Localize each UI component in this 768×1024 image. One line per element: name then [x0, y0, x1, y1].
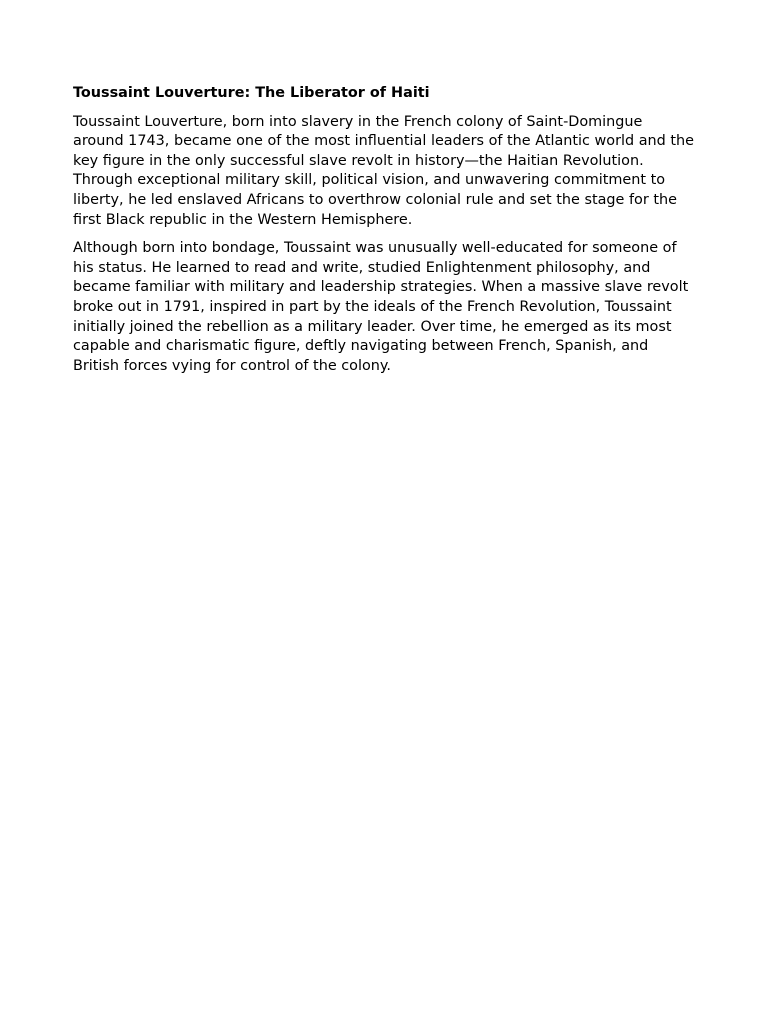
- document-page: [73, 84, 695, 385]
- paragraph-early-life: Although born into bondage, Toussaint was unusually well-educated for someone of his status. He learned to read and write, studied Enlightenment philosophy, and became familiar with military and leadership strategies. When a massive slave revolt broke out in 1791, inspired in part by the ideals of the French Revolution, Toussaint initially joined the rebellion as a military leader. Over time, he emerged as its most capable and charismatic figure, deftly navigating between French, Spanish, and British forces vying for control of the colony.: [73, 240, 689, 374]
- document-title: Toussaint Louverture: The Liberator of Haiti: [73, 85, 430, 101]
- paragraph-intro: Toussaint Louverture, born into slavery in the French colony of Saint-Domingue around 1743, became one of the most influential leaders of the Atlantic world and the key figure in the only successful slave revolt in history—the Haitian Revolution. Through exceptional military skill, political vision, and unwavering commitment to liberty, he led enslaved Africans to overthrow colonial rule and set the stage for the first Black republic in the Western Hemisphere.: [73, 113, 694, 228]
